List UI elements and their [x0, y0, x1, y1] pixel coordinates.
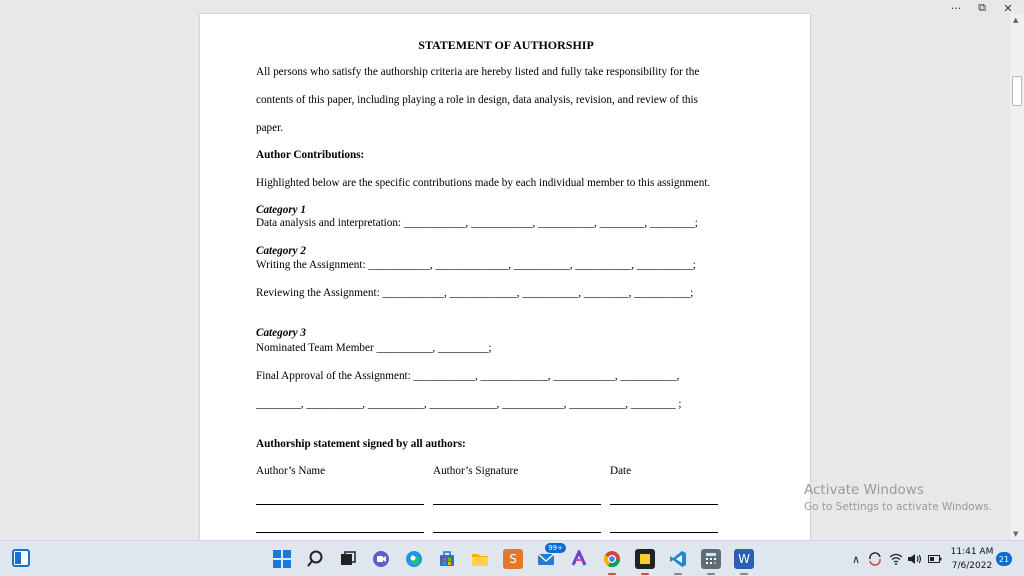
clock-date: 7/6/2022	[951, 561, 993, 571]
intro-line-2: contents of this paper, including playing a role in design, data analysis, revision, and review of this	[256, 94, 698, 106]
volume-icon[interactable]	[907, 541, 923, 576]
calculator-icon[interactable]	[701, 549, 721, 569]
taskbar	[0, 540, 1024, 576]
search-icon[interactable]	[305, 549, 325, 569]
word-running-indicator	[740, 573, 748, 575]
chrome-running-indicator	[608, 573, 616, 575]
edge-icon[interactable]	[404, 549, 424, 569]
restore-icon[interactable]: ⧉	[978, 1, 986, 14]
widgets-icon[interactable]	[338, 549, 358, 569]
scroll-down-icon[interactable]: ▼	[1013, 530, 1019, 538]
notification-badge[interactable]: 21	[996, 552, 1012, 566]
name-line-2	[256, 532, 424, 533]
category-3-line-3: ________, __________, __________, ____________, ___________, __________, ________ ;	[256, 398, 682, 410]
column-author-signature: Author’s Signature	[433, 465, 519, 477]
contributions-text: Highlighted below are the specific contributions made by each individual member to this assignment.	[256, 177, 711, 189]
date-line-1	[610, 504, 718, 505]
mail-icon[interactable]	[536, 544, 563, 569]
name-line-1	[256, 504, 424, 505]
signature-line-2	[433, 532, 601, 533]
sticky-notes-icon[interactable]	[635, 549, 655, 569]
copilot-icon[interactable]	[569, 549, 589, 569]
more-options-icon[interactable]: ···	[950, 1, 962, 15]
vscode-running-indicator	[674, 573, 682, 575]
chrome-icon[interactable]	[602, 549, 622, 569]
battery-icon[interactable]	[928, 541, 942, 576]
vertical-scrollbar[interactable]	[1010, 14, 1024, 540]
calculator-running-indicator	[707, 573, 715, 575]
signed-heading: Authorship statement signed by all authors:	[256, 438, 466, 450]
activate-windows-title: Activate Windows	[804, 482, 924, 498]
category-3-line-2: Final Approval of the Assignment: ___________, ____________, ___________, __________,	[256, 370, 680, 382]
document-title: STATEMENT OF AUTHORSHIP	[418, 38, 594, 52]
sync-icon[interactable]	[868, 541, 882, 576]
activate-windows-watermark	[804, 482, 992, 513]
category-2-label: Category 2	[256, 245, 307, 257]
scrollbar-thumb[interactable]	[1012, 76, 1022, 106]
start-icon[interactable]	[272, 549, 292, 569]
column-author-name: Author’s Name	[256, 465, 326, 477]
category-1-label: Category 1	[256, 204, 307, 216]
sublime-text-icon[interactable]: S	[503, 549, 523, 569]
store-icon[interactable]	[437, 549, 457, 569]
category-2-line-2: Reviewing the Assignment: ___________, ____________, __________, ________, __________;	[256, 287, 694, 299]
intro-line-1: All persons who satisfy the authorship criteria are hereby listed and fully take responsibility for the	[256, 66, 700, 78]
sticky-notes-running-indicator	[641, 573, 649, 575]
category-3-label: Category 3	[256, 327, 307, 339]
document-page[interactable]	[200, 14, 810, 540]
column-date: Date	[610, 465, 632, 477]
close-icon[interactable]: ✕	[1003, 1, 1013, 15]
scroll-up-icon[interactable]: ▲	[1013, 16, 1019, 24]
contributions-heading: Author Contributions:	[256, 149, 365, 161]
category-1-line: Data analysis and interpretation: ___________, ___________, __________, ________, ________;	[256, 217, 698, 229]
window-controls	[948, 0, 1016, 16]
mail-badge: 99+	[545, 543, 566, 553]
clock-time: 11:41 AM	[950, 547, 994, 557]
word-icon[interactable]: W	[734, 549, 754, 569]
system-clock[interactable]	[946, 545, 998, 573]
activate-windows-subtitle: Go to Settings to activate Windows.	[804, 501, 993, 513]
signature-line-1	[433, 504, 601, 505]
task-view-icon[interactable]	[12, 549, 30, 567]
category-3-line-1: Nominated Team Member __________, _________;	[256, 342, 492, 354]
wifi-icon[interactable]	[889, 541, 903, 576]
date-line-2	[610, 532, 718, 533]
file-explorer-icon[interactable]	[470, 549, 490, 569]
intro-line-3: paper.	[256, 122, 284, 134]
chat-icon[interactable]	[371, 549, 391, 569]
show-hidden-icons-icon[interactable]: ∧	[852, 552, 861, 566]
vscode-icon[interactable]	[668, 549, 688, 569]
category-2-line-1: Writing the Assignment: ___________, _____________, __________, __________, __________;	[256, 259, 696, 271]
